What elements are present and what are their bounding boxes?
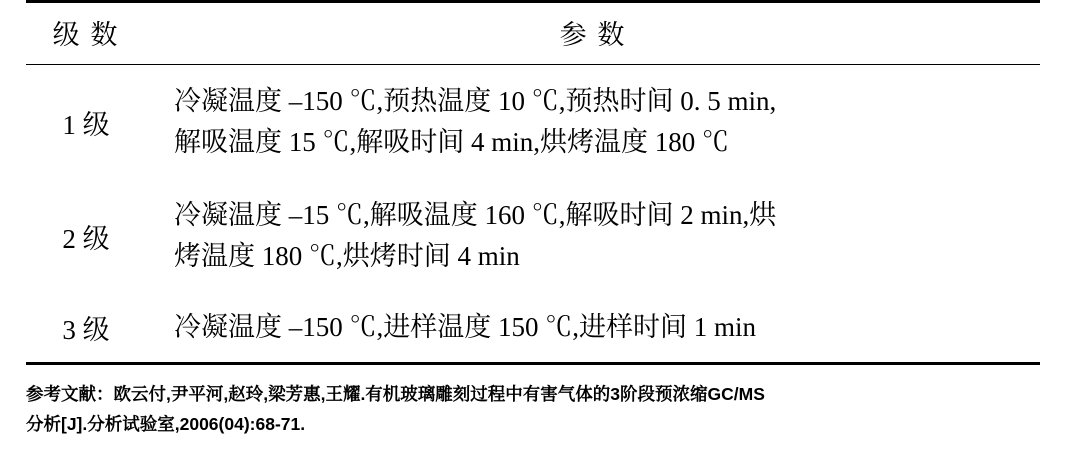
param-line: 冷凝温度 –15 ℃,解吸温度 160 ℃,解吸时间 2 min,烘 (174, 200, 777, 231)
table-row (26, 293, 1040, 364)
param-line: 解吸温度 15 ℃,解吸时间 4 min,烘烤温度 180 ℃ (174, 127, 730, 158)
table-header-row (26, 2, 1040, 65)
table-row (26, 179, 1040, 293)
row-level-3: 3 级 (26, 293, 146, 364)
column-header-level: 级 数 (26, 2, 146, 65)
row-level-1: 1 级 (26, 65, 146, 180)
row-level-2: 2 级 (62, 223, 110, 254)
reference-line-1: 参考文献：欧云付,尹平河,赵玲,梁芳惠,王耀.有机玻璃雕刻过程中有害气体的3阶段预浓缩GC/MS (26, 384, 765, 405)
table-header (26, 2, 1040, 65)
row-param-3 (146, 293, 1040, 364)
row-param-1 (146, 65, 1040, 180)
column-header-param: 参 数 (146, 2, 1040, 65)
table-body (26, 65, 1040, 364)
row-param-2 (146, 179, 1040, 293)
reference-line-2: 分析[J].分析试验室,2006(04):68-71. (26, 414, 306, 435)
param-line: 冷凝温度 –150 ℃,进样温度 150 ℃,进样时间 1 min (174, 312, 757, 343)
param-line: 烤温度 180 ℃,烘烤时间 4 min (174, 241, 520, 272)
param-line: 冷凝温度 –150 ℃,预热温度 10 ℃,预热时间 0. 5 min, (174, 86, 777, 116)
table-row (26, 65, 1040, 180)
parameter-table (26, 0, 1040, 365)
reference-block (26, 379, 1040, 439)
